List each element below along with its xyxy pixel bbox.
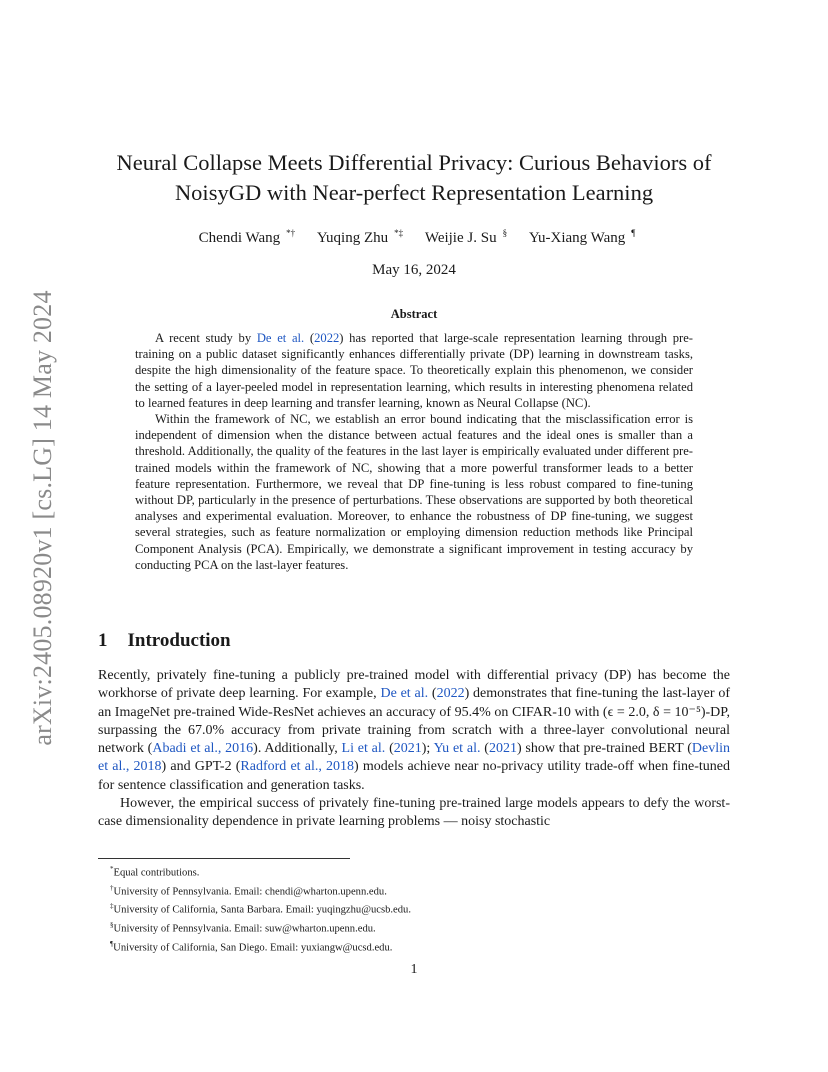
body-paragraph: However, the empirical success of privately fine-tuning pre-trained large models appears to defy the worst-case dimensionality dependence in private learning problems — noisy stochastic [98, 796, 730, 830]
citation-link[interactable]: 2021 [488, 741, 517, 757]
author: Yuqing Zhu *‡ [316, 228, 404, 246]
abstract-paragraph: Within the framework of NC, we establish an error bound indicating that the misclassification error is independent of dimension when the distance between actual features and the ideal ones is smaller than a threshold. Additionally, the quality of the features in the last layer is empirically evaluated under different pre-trained models within the framework of NC, showing that a more powerful transformer leads to a better feature representation. Furthermore, we reveal that DP fine-tuning is less robust compared to fine-tuning without DP, particularly in the presence of perturbations. These observations are supported by both theoretical analyses and experimental evaluation. Moreover, to enhance the robustness of DP fine-tuning, we suggest several strategies, such as feature normalization or employing dimension reduction methods like Principal Component Analysis (PCA). Empirically, we demonstrate a significant improvement in testing accuracy by conducting PCA on the last-layer features. [135, 412, 693, 572]
abstract-heading: Abstract [390, 307, 438, 321]
citation-link[interactable]: De et al. [256, 331, 305, 345]
author: Weijie J. Su § [424, 228, 508, 246]
author: Chendi Wang *† [198, 228, 296, 246]
footnote: ¶University of California, San Diego. Email: yuxiangw@ucsd.edu. [110, 939, 393, 954]
footnotes [110, 862, 411, 956]
arxiv-stamp[interactable]: arXiv:2405.08920v1 [cs.LG] 14 May 2024 [28, 290, 57, 746]
citation-link[interactable]: Radford et al., 2018 [240, 759, 355, 775]
paper-title: Neural Collapse Meets Differential Privacy: Curious Behaviors of NoisyGD with Near-perfect Representation Learning [116, 150, 712, 205]
citation-link[interactable]: 2021 [393, 741, 422, 757]
body-paragraph: Recently, privately fine-tuning a publicly pre-trained model with differential privacy (DP) has become the workhorse of private deep learning. For example, De et al. (2022) demonstrates that fine-tuning the last-layer of an ImageNet pre-trained Wide-ResNet achieves an accuracy of 95.4% on CIFAR-10 with (ϵ = 2.0, δ = 10⁻⁵)-DP, surpassing the 67.0% accuracy from private training from scratch with a three-layer convolutional neural network (Abadi et al., 2016). Additionally, Li et al. (2021); Yu et al. (2021) show that pre-trained BERT (Devlin et al., 2018) and GPT-2 (Radford et al., 2018) models achieve near no-privacy utility trade-off when fine-tuned for sentence classification and generation tasks. [98, 668, 731, 793]
footnote: *Equal contributions. [110, 865, 200, 879]
footnote-divider [98, 858, 350, 859]
citation-link[interactable]: 2022 [436, 686, 465, 702]
footnote: ‡University of California, Santa Barbara. Email: yuqingzhu@ucsb.edu. [110, 902, 411, 916]
footnote: †University of Pennsylvania. Email: chendi@wharton.upenn.edu. [110, 883, 387, 898]
paper-date: May 16, 2024 [372, 262, 456, 278]
abstract [135, 330, 693, 573]
citation-link[interactable]: Abadi et al., 2016 [152, 741, 254, 757]
introduction-body [98, 667, 730, 832]
footnote: §University of Pennsylvania. Email: suw@wharton.upenn.edu. [110, 921, 376, 935]
citation-link[interactable]: Devlin et al., 2018 [98, 741, 731, 775]
author-list [98, 228, 730, 247]
citation-link[interactable]: Yu et al. [433, 741, 481, 757]
author: Yu-Xiang Wang ¶ [528, 228, 636, 246]
citation-link[interactable]: 2022 [314, 331, 340, 345]
page-number: 1 [410, 962, 418, 977]
citation-link[interactable]: De et al. [380, 686, 429, 702]
abstract-paragraph: A recent study by De et al. (2022) has reported that large-scale representation learning through pre-training on a public dataset significantly enhances differentially private (DP) learning in downstream tasks, despite the high dimensionality of the feature space. To theoretically explain this phenomenon, we consider the setting of a layer-peeled model in representation learning, which results in interesting phenomena related to learned features in deep learning and transfer learning, known as Neural Collapse (NC). [135, 331, 694, 410]
citation-link[interactable]: Li et al. [341, 741, 386, 757]
section-heading: 1 Introduction [98, 630, 231, 651]
